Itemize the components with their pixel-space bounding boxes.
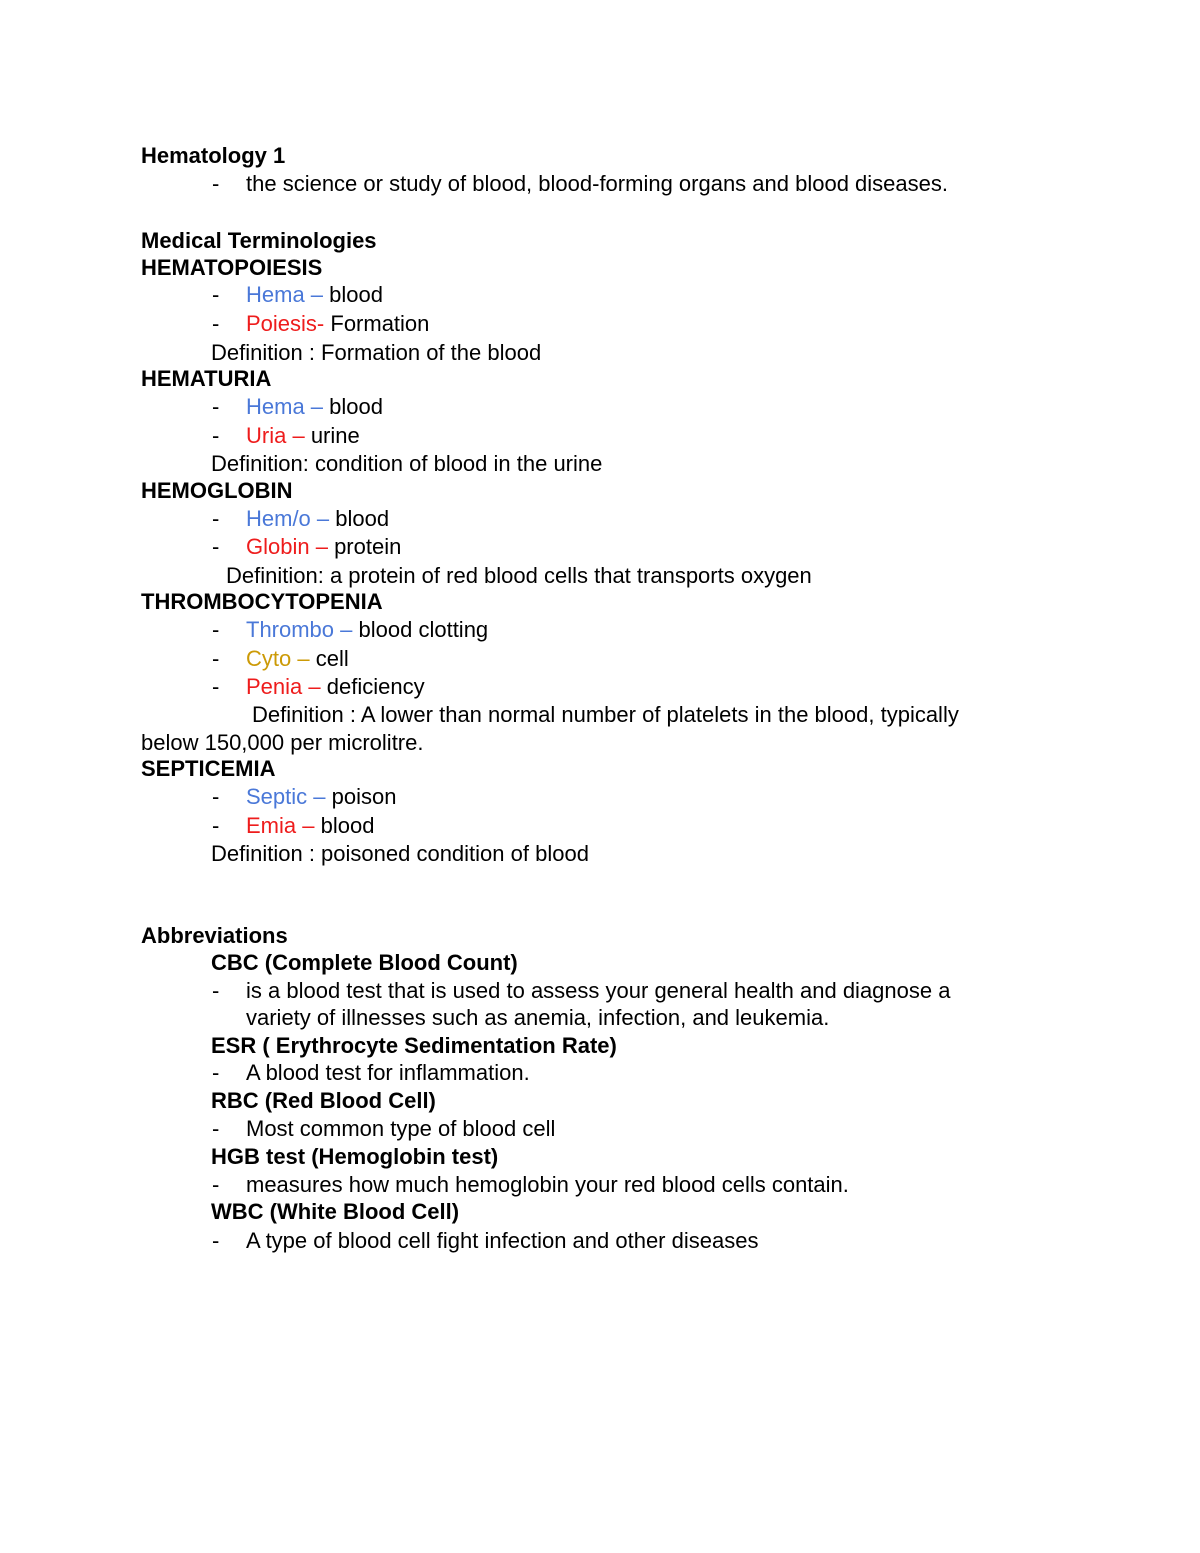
bullet-dash: - <box>212 617 220 642</box>
term-meaning: protein <box>334 534 402 559</box>
term-meaning: blood <box>335 506 390 531</box>
term-definition: Definition: a protein of red blood cells that transports oxygen <box>226 563 812 588</box>
term-meaning: blood <box>320 813 375 838</box>
term-name: THROMBOCYTOPENIA <box>141 589 383 614</box>
bullet-dash: - <box>212 311 220 336</box>
term-definition: Definition : A lower than normal number of platelets in the blood, typically <box>252 702 959 727</box>
term-root: Emia <box>246 813 297 838</box>
term-root: Hema <box>246 282 305 307</box>
term-meaning: blood clotting <box>358 617 489 642</box>
term-part <box>246 393 383 421</box>
term-definition: Definition: condition of blood in the urine <box>211 451 603 476</box>
term-part <box>246 533 401 561</box>
term-name: HEMATURIA <box>141 366 272 391</box>
bullet-dash: - <box>212 646 220 671</box>
term-meaning: blood <box>329 282 383 307</box>
term-separator: – <box>304 282 330 307</box>
term-separator: – <box>334 617 359 642</box>
abbreviation-description: A blood test for inflammation. <box>246 1060 530 1085</box>
bullet-dash: - <box>212 813 220 838</box>
bullet-dash: - <box>212 394 220 419</box>
abbreviation-name: ESR ( Erythrocyte Sedimentation Rate) <box>211 1033 617 1058</box>
term-root: Hema <box>246 394 305 419</box>
term-separator: – <box>307 784 332 809</box>
term-definition: Definition : Formation of the blood <box>211 340 542 365</box>
intro-text: the science or study of blood, blood-forming organs and blood diseases. <box>246 171 948 196</box>
term-part <box>246 281 383 309</box>
term-meaning: blood <box>329 394 383 419</box>
term-root: Uria <box>246 423 287 448</box>
term-part <box>246 310 429 338</box>
bullet-dash: - <box>212 506 220 531</box>
section-heading-abbreviations: Abbreviations <box>141 923 288 948</box>
abbreviation-description-continued: variety of illnesses such as anemia, infection, and leukemia. <box>246 1005 830 1030</box>
term-part <box>246 673 425 701</box>
term-meaning: deficiency <box>326 674 425 699</box>
term-separator: – <box>291 646 316 671</box>
document-title: Hematology 1 <box>141 143 286 168</box>
bullet-dash: - <box>212 534 220 559</box>
term-part <box>246 616 488 644</box>
bullet-dash: - <box>212 978 220 1003</box>
term-root: Thrombo <box>246 617 335 642</box>
term-root: Penia <box>246 674 303 699</box>
abbreviation-name: WBC (White Blood Cell) <box>211 1199 460 1224</box>
term-meaning: Formation <box>330 311 430 336</box>
term-separator: – <box>309 534 335 559</box>
term-root: Globin <box>246 534 310 559</box>
bullet-dash: - <box>212 171 220 196</box>
term-name: HEMOGLOBIN <box>141 478 293 503</box>
term-separator: – <box>296 813 321 838</box>
abbreviation-name: CBC (Complete Blood Count) <box>211 950 518 975</box>
bullet-dash: - <box>212 423 220 448</box>
abbreviation-name: RBC (Red Blood Cell) <box>211 1088 436 1113</box>
term-separator: – <box>310 506 336 531</box>
term-root: Cyto <box>246 646 292 671</box>
term-part <box>246 505 389 533</box>
term-root: Hem/o <box>246 506 311 531</box>
bullet-dash: - <box>212 1228 220 1253</box>
term-meaning: urine <box>310 423 360 448</box>
abbreviation-description: Most common type of blood cell <box>246 1116 556 1141</box>
term-part <box>246 812 374 840</box>
term-separator: – <box>302 674 327 699</box>
bullet-dash: - <box>212 282 220 307</box>
term-definition-continued: below 150,000 per microlitre. <box>141 730 424 755</box>
section-heading-terminologies: Medical Terminologies <box>141 228 377 253</box>
abbreviation-description: is a blood test that is used to assess your general health and diagnose a <box>246 978 951 1003</box>
term-part <box>246 783 396 811</box>
term-root: Septic <box>246 784 308 809</box>
term-part <box>246 645 349 673</box>
term-separator: – <box>286 423 311 448</box>
bullet-dash: - <box>212 674 220 699</box>
bullet-dash: - <box>212 784 220 809</box>
abbreviation-description: A type of blood cell fight infection and other diseases <box>246 1228 759 1253</box>
bullet-dash: - <box>212 1116 220 1141</box>
bullet-dash: - <box>212 1172 220 1197</box>
bullet-dash: - <box>212 1060 220 1085</box>
term-meaning: cell <box>315 646 349 671</box>
abbreviation-name: HGB test (Hemoglobin test) <box>211 1144 499 1169</box>
term-part <box>246 422 360 450</box>
term-meaning: poison <box>331 784 397 809</box>
term-root: Poiesis- <box>246 311 325 336</box>
term-definition: Definition : poisoned condition of blood <box>211 841 589 866</box>
abbreviation-description: measures how much hemoglobin your red blood cells contain. <box>246 1172 849 1197</box>
term-name: SEPTICEMIA <box>141 756 276 781</box>
term-name: HEMATOPOIESIS <box>141 255 323 280</box>
term-separator: – <box>304 394 330 419</box>
